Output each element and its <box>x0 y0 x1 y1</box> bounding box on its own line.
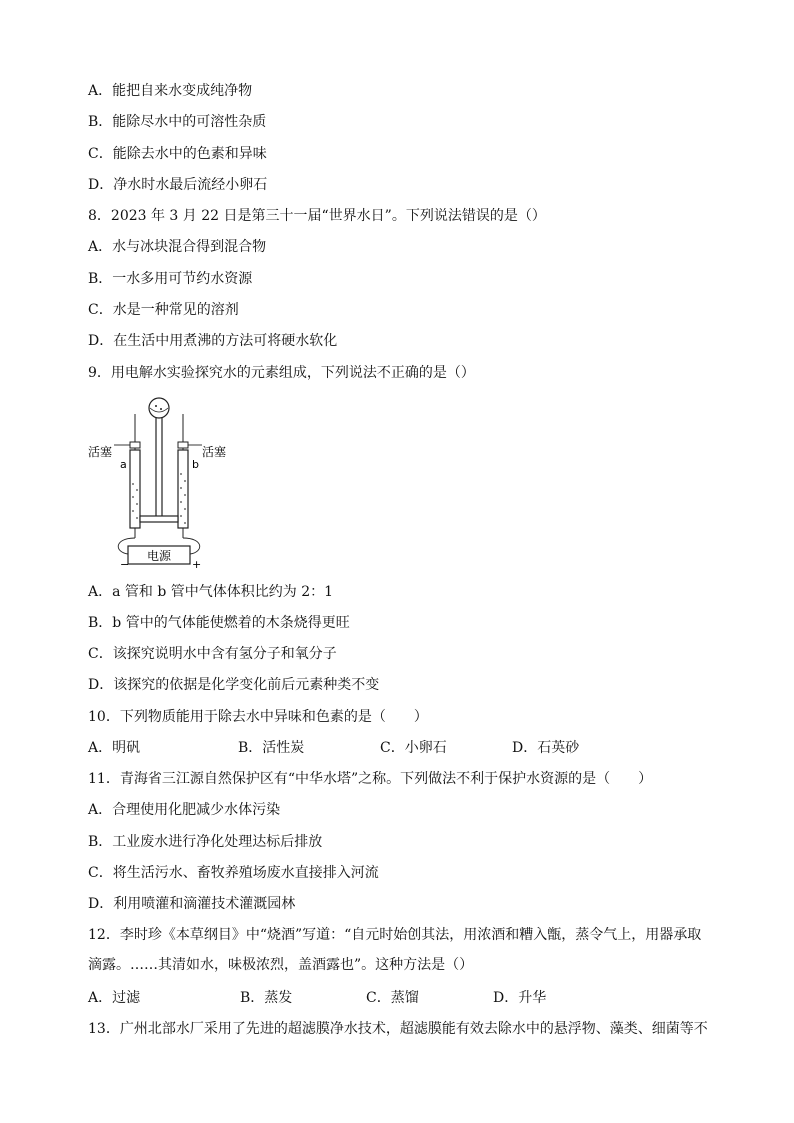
tube-label-a: a <box>120 458 127 471</box>
question-9: 9．用电解水实验探究水的元素组成，下列说法不正确的是（） <box>88 365 475 381</box>
question-10: 10．下列物质能用于除去水中异味和色素的是（ ） <box>88 709 428 725</box>
option-line: B．工业废水进行净化处理达标后排放 <box>88 834 323 850</box>
option-line: D．净水时水最后流经小卵石 <box>88 177 268 193</box>
question-13: 13．广州北部水厂采用了先进的超滤膜净水技术，超滤膜能有效去除水中的悬浮物、藻类、细菌等不 <box>88 1021 708 1037</box>
power-label: 电源 <box>146 549 172 563</box>
minus-label: − <box>120 558 130 570</box>
valve-label-right: 活塞 <box>202 445 227 459</box>
option: A．过滤 <box>88 990 141 1006</box>
option-line: B．一水多用可节约水资源 <box>88 271 253 287</box>
option: A．明矾 <box>88 740 141 756</box>
option-line: A．a 管和 b 管中气体体积比约为 2：1 <box>88 584 334 600</box>
option: C．小卵石 <box>380 740 447 756</box>
question-8: 8．2023 年 3 月 22 日是第三十一届“世界水日”。下列说法错误的是（） <box>88 208 546 224</box>
option: B．蒸发 <box>240 990 293 1006</box>
valve-label-left: 活塞 <box>88 445 113 459</box>
option: D．石英砂 <box>512 740 580 756</box>
question-11: 11．青海省三江源自然保护区有“中华水塔”之称。下列做法不利于保护水资源的是（ ） <box>88 771 653 787</box>
option-line: A．能把自来水变成纯净物 <box>88 83 253 99</box>
option-line: D．在生活中用煮沸的方法可将硬水软化 <box>88 333 338 349</box>
question-12: 12．李时珍《本草纲目》中“烧酒”写道：“自元时始创其法，用浓酒和糟入甑，蒸令气上，用器承取滴露。……其清如水，味极浓烈，盖酒露也”。这种方法是（） <box>88 927 702 973</box>
option-line: C．该探究说明水中含有氢分子和氧分子 <box>88 646 337 662</box>
option-line: B．b 管中的气体能使燃着的木条烧得更旺 <box>88 615 350 631</box>
option: C．蒸馏 <box>366 990 419 1006</box>
tube-label-b: b <box>192 458 199 471</box>
option-line: B．能除尽水中的可溶性杂质 <box>88 114 267 130</box>
option-line: A．水与冰块混合得到混合物 <box>88 239 267 255</box>
option-line: C．将生活污水、畜牧养殖场废水直接排入河流 <box>88 865 379 881</box>
option-line: C．水是一种常见的溶剂 <box>88 302 239 318</box>
option: D．升华 <box>493 990 547 1006</box>
option-line: A．合理使用化肥减少水体污染 <box>88 802 281 818</box>
plus-label: + <box>192 558 202 570</box>
option-line: D．利用喷灌和滴灌技术灌溉园林 <box>88 896 296 912</box>
option-line: D．该探究的依据是化学变化前后元素种类不变 <box>88 677 380 693</box>
option: B．活性炭 <box>238 740 305 756</box>
option-line: C．能除去水中的色素和异味 <box>88 146 267 162</box>
electrolysis-diagram <box>84 394 244 570</box>
